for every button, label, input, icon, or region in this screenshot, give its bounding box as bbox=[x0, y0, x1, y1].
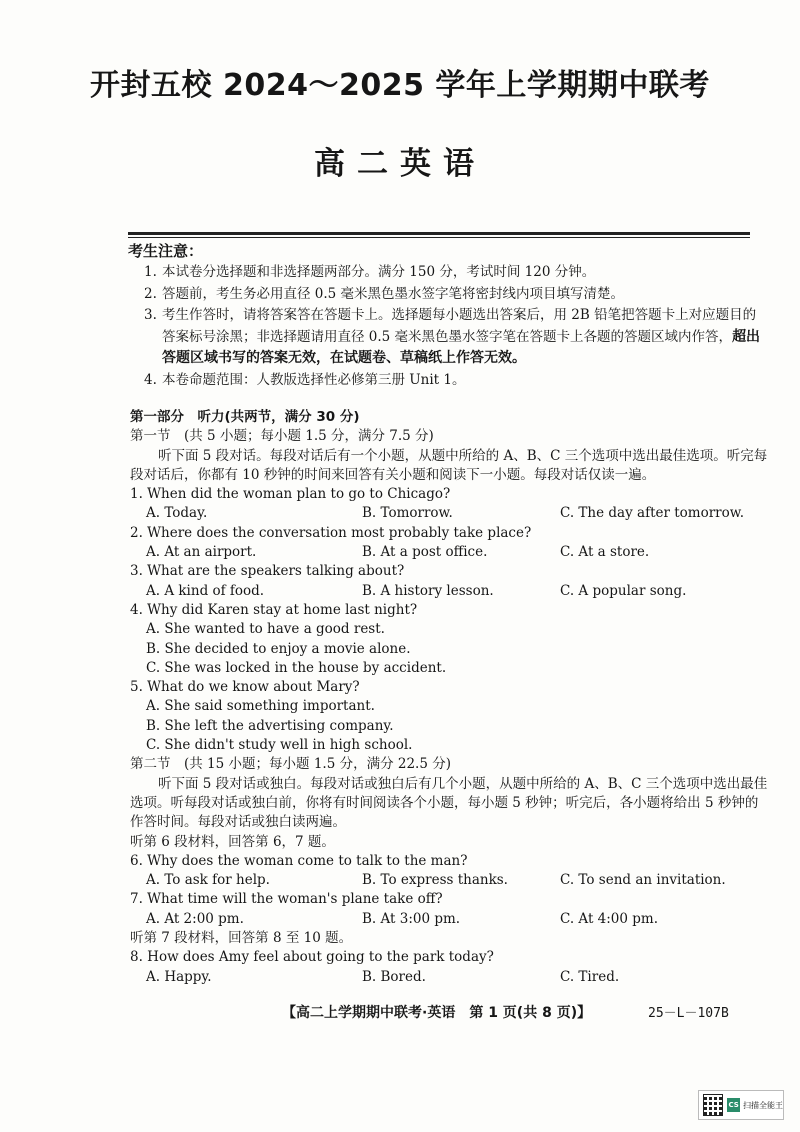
notice-item bbox=[128, 284, 768, 306]
notice-item-number: 3. bbox=[144, 307, 157, 323]
notice-heading: 考生注意： bbox=[128, 242, 204, 260]
candidate-notice bbox=[128, 240, 768, 391]
part1-heading: 第一部分 听力(共两节，满分 30 分) bbox=[130, 409, 360, 425]
option-c: C. To send an invitation. bbox=[560, 872, 726, 889]
material-6-note: 听第 6 段材料，回答第 6，7 题。 bbox=[130, 833, 335, 850]
option-b: B. A history lesson. bbox=[362, 582, 494, 599]
notice-bold-warning: 超出答题区域书写的答案无效，在试题卷、草稿纸上作答无效。 bbox=[162, 328, 761, 366]
question-6: 6. Why does the woman come to talk to the man? bbox=[130, 852, 468, 869]
question-6-options bbox=[130, 871, 770, 890]
notice-item-number: 4. bbox=[144, 371, 157, 388]
option-b: B. She left the advertising company. bbox=[146, 717, 394, 734]
option-b: B. She decided to enjoy a movie alone. bbox=[146, 640, 411, 657]
question-1: 1. When did the woman plan to go to Chicago? bbox=[130, 486, 451, 503]
divider-thin bbox=[128, 237, 750, 238]
option-c: C. At 4:00 pm. bbox=[560, 910, 659, 927]
notice-item bbox=[128, 262, 768, 284]
notice-item-text: 本试卷分选择题和非选择题两部分。满分 150 分，考试时间 120 分钟。 bbox=[162, 264, 596, 280]
option-c: C. She was locked in the house by accident. bbox=[146, 659, 447, 676]
question-1-options bbox=[130, 504, 770, 523]
option-b: B. At 3:00 pm. bbox=[362, 910, 461, 927]
question-2: 2. Where does the conversation most probably take place? bbox=[130, 524, 532, 541]
question-8-options bbox=[130, 968, 770, 987]
option-b: B. To express thanks. bbox=[362, 872, 508, 889]
footer-page-info: 【高二上学期期中联考·英语 第 1 页(共 8 页)】 bbox=[282, 1005, 592, 1021]
divider-thick bbox=[128, 232, 750, 235]
section2-heading: 第二节 (共 15 小题；每小题 1.5 分，满分 22.5 分) bbox=[130, 756, 451, 773]
qr-code-icon bbox=[703, 1094, 723, 1116]
option-a: A. A kind of food. bbox=[146, 582, 265, 599]
question-8: 8. How does Amy feel about going to the park today? bbox=[130, 949, 494, 966]
option-c: C. The day after tomorrow. bbox=[560, 505, 744, 522]
question-3-options bbox=[130, 582, 770, 601]
option-c: C. A popular song. bbox=[560, 582, 687, 599]
listening-part bbox=[130, 408, 770, 987]
scanner-app-name: 扫描全能王 bbox=[743, 1100, 783, 1110]
option-c: C. She didn't study well in high school. bbox=[146, 737, 413, 754]
notice-item bbox=[128, 370, 768, 392]
notice-item-text: 考生作答时，请将答案答在答题卡上。选择题每小题选出答案后，用 2B 铅笔把答题卡上对应题目的答案标号涂黑；非选择题请用直径 0.5 毫米黑色墨水签字笔在答题卡上各题的答题区域内作答， bbox=[162, 307, 757, 345]
question-4: 4. Why did Karen stay at home last night? bbox=[130, 601, 418, 618]
option-b: B. At a post office. bbox=[362, 544, 488, 561]
option-a: A. Today. bbox=[146, 505, 208, 522]
notice-item-number: 2. bbox=[144, 285, 157, 302]
footer-exam-code: 25－L－107B bbox=[648, 1006, 729, 1021]
option-a: A. At an airport. bbox=[146, 544, 257, 561]
option-a: A. She said something important. bbox=[146, 698, 375, 715]
scanner-logo-icon: CS bbox=[727, 1098, 740, 1112]
question-5: 5. What do we know about Mary? bbox=[130, 679, 360, 696]
option-a: A. Happy. bbox=[146, 968, 212, 985]
option-c: C. At a store. bbox=[560, 544, 650, 561]
material-7-note: 听第 7 段材料，回答第 8 至 10 题。 bbox=[130, 930, 353, 947]
section1-instructions: 听下面 5 段对话。每段对话后有一个小题，从题中所给的 A、B、C 三个选项中选出最佳选项。听完每段对话后，你都有 10 秒钟的时间来回答有关小题和阅读下一小题。每段对话仅读一遍。 bbox=[130, 447, 768, 483]
question-7: 7. What time will the woman's plane take off? bbox=[130, 891, 443, 908]
section1-heading: 第一节 (共 5 小题；每小题 1.5 分，满分 7.5 分) bbox=[130, 428, 434, 445]
notice-item-text: 本卷命题范围：人教版选择性必修第三册 Unit 1。 bbox=[162, 371, 466, 388]
option-c: C. Tired. bbox=[560, 968, 620, 985]
notice-item-number: 1. bbox=[144, 264, 157, 280]
option-b: B. Tomorrow. bbox=[362, 505, 453, 522]
scanner-watermark bbox=[698, 1090, 784, 1120]
option-a: A. At 2:00 pm. bbox=[146, 910, 244, 927]
question-7-options bbox=[130, 910, 770, 929]
section2-instructions: 听下面 5 段对话或独白。每段对话或独白后有几个小题，从题中所给的 A、B、C 三个选项中选出最佳选项。听每段对话或独白前，你将有时间阅读各个小题，每小题 5 秒钟；听完后，各小题将给出 5 秒钟的作答时间。每段对话或独白读两遍。 bbox=[130, 775, 768, 831]
question-2-options bbox=[130, 543, 770, 562]
question-3: 3. What are the speakers talking about? bbox=[130, 563, 405, 580]
notice-item-text: 答题前，考生务必用直径 0.5 毫米黑色墨水签字笔将密封线内项目填写清楚。 bbox=[162, 285, 625, 302]
option-a: A. To ask for help. bbox=[146, 872, 270, 889]
notice-item bbox=[128, 305, 768, 370]
option-a: A. She wanted to have a good rest. bbox=[146, 621, 385, 638]
subject-title: 高二英语 bbox=[314, 146, 486, 182]
exam-title: 开封五校 2024～2025 学年上学期期中联考 bbox=[90, 68, 710, 103]
option-b: B. Bored. bbox=[362, 968, 426, 985]
